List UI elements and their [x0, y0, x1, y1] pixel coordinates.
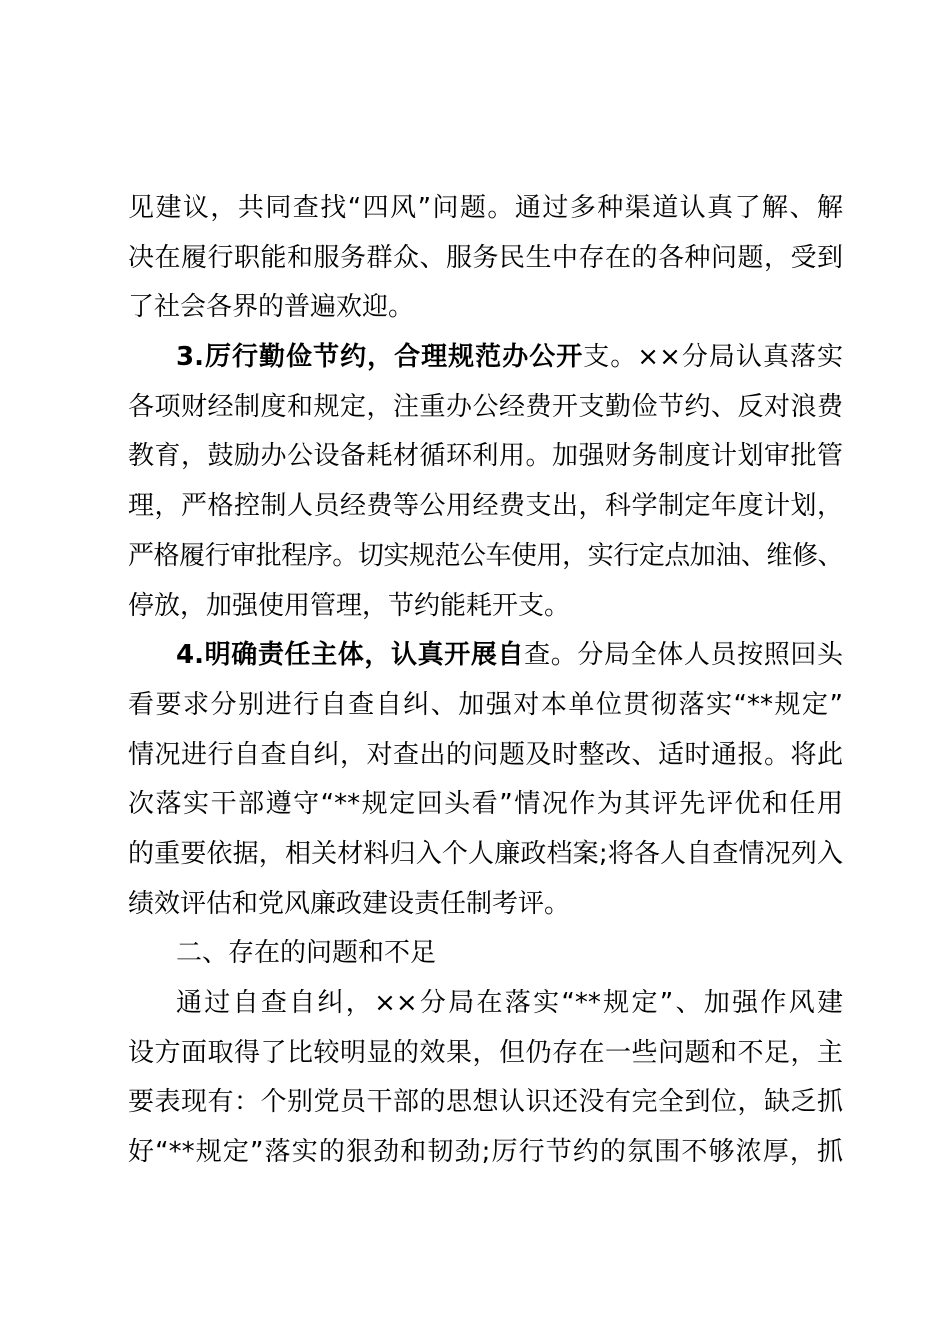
line-text: 了社会各界的普遍欢迎。	[128, 292, 415, 323]
document-body	[128, 184, 843, 1178]
text-line	[128, 333, 843, 383]
line-text: 好“**规定”落实的狠劲和韧劲;厉行节约的氛围不够浓厚，抓	[128, 1137, 843, 1168]
line-text: 通过自查自纠，××分局在落实“**规定”、加强作风建	[176, 988, 843, 1018]
text-line	[128, 383, 843, 433]
text-line	[128, 184, 843, 234]
line-text: 理，严格控制人员经费等公用经费支出，科学制定年度计划，	[128, 491, 843, 522]
text-line	[128, 1029, 843, 1079]
line-text: 决在履行职能和服务群众、服务民生中存在的各种问题，受到	[128, 242, 843, 273]
line-text: 见建议，共同查找“四风”问题。通过多种渠道认真了解、解	[128, 193, 843, 223]
line-text: 的重要依据，相关材料归入个人廉政档案;将各人自查情况列入	[128, 838, 843, 869]
text-line	[128, 532, 843, 582]
line-text: 停放，加强使用管理，节约能耗开支。	[128, 590, 571, 621]
text-line	[128, 283, 843, 333]
text-line	[128, 1078, 843, 1128]
line-text: 情况进行自查自纠，对查出的问题及时整改、适时通报。将此	[128, 739, 843, 770]
line-text: 二、存在的问题和不足	[176, 938, 437, 969]
text-line	[128, 432, 843, 482]
text-line	[128, 1128, 843, 1178]
line-text: 要表现有：个别党员干部的思想认识还没有完全到位，缺乏抓	[128, 1087, 843, 1118]
section-heading: 4.明确责任主体，认真开展自	[176, 640, 525, 671]
text-line	[128, 830, 843, 880]
text-line	[128, 979, 843, 1029]
line-text: 绩效评估和党风廉政建设责任制考评。	[128, 888, 571, 919]
section-heading: 3.厉行勤俭节约，合理规范办公开	[176, 342, 584, 373]
text-line	[128, 681, 843, 731]
text-line	[128, 234, 843, 284]
line-text: 各项财经制度和规定，注重办公经费开支勤俭节约、反对浪费	[128, 391, 843, 422]
line-text: 查。分局全体人员按照回头	[524, 640, 843, 671]
text-line	[128, 631, 843, 681]
line-text: 设方面取得了比较明显的效果，但仍存在一些问题和不足，主	[128, 1037, 843, 1068]
line-text: 教育，鼓励办公设备耗材循环利用。加强财务制度计划审批管	[128, 441, 843, 472]
line-text: 严格履行审批程序。切实规范公车使用，实行定点加油、维修、	[128, 540, 843, 571]
line-text: 支。××分局认真落实	[583, 342, 843, 373]
line-text: 次落实干部遵守“**规定回头看”情况作为其评先评优和任用	[128, 789, 843, 820]
text-line	[128, 482, 843, 532]
text-line	[128, 780, 843, 830]
text-line	[128, 929, 843, 979]
text-line	[128, 582, 843, 632]
text-line	[128, 880, 843, 930]
text-line	[128, 731, 843, 781]
line-text: 看要求分别进行自查自纠、加强对本单位贯彻落实“**规定”	[128, 689, 843, 720]
